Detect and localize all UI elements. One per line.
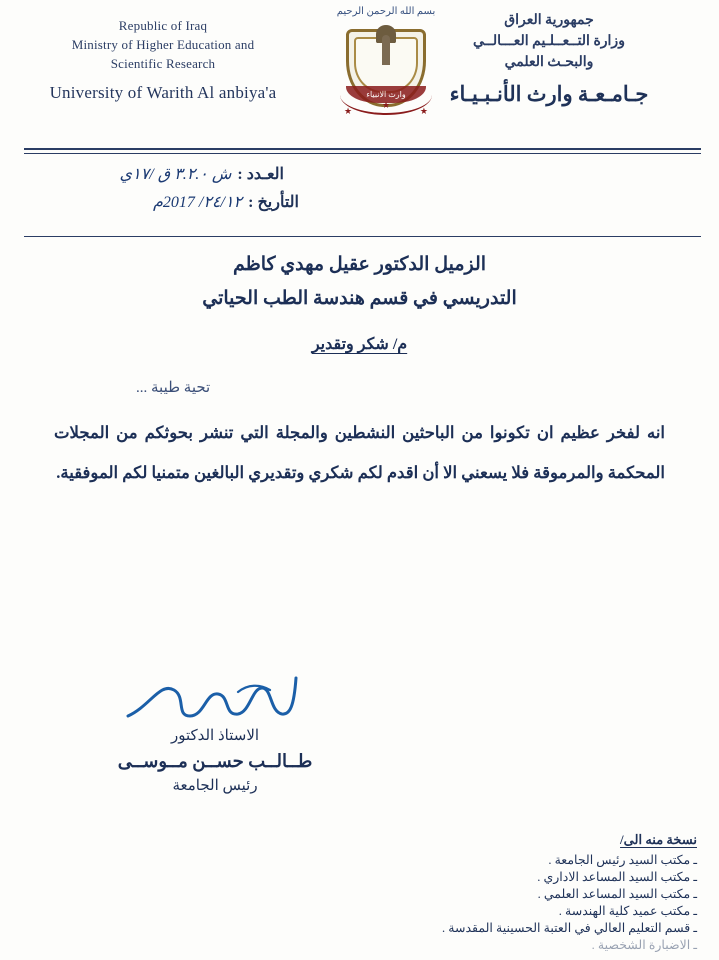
letter-body xyxy=(40,248,679,493)
signer-name: طــالــب حســن مــوســى xyxy=(117,751,313,771)
ministry-ar-line-2: وزارة التــعــلـيم العـــالــي xyxy=(473,34,625,49)
emblem-star-icon: ★ xyxy=(382,100,391,110)
header-divider-top xyxy=(24,148,701,150)
cc-title: نسخة منه الى/ xyxy=(620,832,697,847)
ministry-line-1: Republic of Iraq xyxy=(118,18,208,33)
ministry-ar-line-3: والبحـث العلمي xyxy=(504,55,594,70)
signer-title: الاستاذ الدكتور xyxy=(170,728,260,744)
university-name-arabic: جـامـعـة وارث الأنـبـيـاء xyxy=(449,82,649,106)
emblem-star-icon: ★ xyxy=(419,106,428,116)
cc-item: ـ قسم التعليم العالي في العتبة الحسينية المقدسة . xyxy=(377,920,697,937)
letter-greeting: تحية طيبة ... xyxy=(136,380,211,396)
letterhead-english xyxy=(28,16,298,103)
document-date-value: ٢٤/١٢/ 2017م xyxy=(152,194,243,211)
emblem-star-icon: ★ xyxy=(344,106,353,116)
document-number-value: ش ٣.٢.٠ ق /١٧ي xyxy=(119,166,232,183)
addressee-line-1: الزميل الدكتور عقيل مهدي كاظم xyxy=(232,254,487,275)
letterhead xyxy=(0,0,719,140)
emblem-band-text: وارث الانبياء xyxy=(366,90,406,99)
cc-item: ـ مكتب السيد المساعد الاداري . xyxy=(377,869,697,886)
letter-paragraph: انه لفخر عظيم ان تكونوا من الباحثين النشطين والمجلة التي تنشر بحوثكم من المجلات المحكمة والمرموقة فلا يسعني الا أن اقدم لكم شكري وتقديري البالغين متمنيا لكم الموفقية. xyxy=(54,423,665,482)
basmala-text: بسم الله الرحمن الرحيم xyxy=(336,6,436,17)
ministry-ar-line-1: جمهورية العراق xyxy=(504,13,594,28)
letter-subject: م/ شكر وتقدير xyxy=(311,336,408,353)
document-date-label: التأريخ : xyxy=(248,194,299,211)
header-divider-bottom xyxy=(24,153,701,154)
cc-list xyxy=(377,852,697,954)
cc-item: ـ مكتب السيد المساعد العلمي . xyxy=(377,886,697,903)
document-meta xyxy=(0,160,719,230)
cc-block xyxy=(377,832,697,954)
handwritten-signature xyxy=(0,672,430,726)
document-number-row xyxy=(120,164,284,184)
ministry-line-2: Ministry of Higher Education and xyxy=(71,37,255,52)
document-number-label: العـدد : xyxy=(237,166,284,183)
letterhead-arabic xyxy=(399,10,699,107)
emblem-minaret xyxy=(382,35,390,65)
cc-item: ـ مكتب عميد كلية الهندسة . xyxy=(377,903,697,920)
signature-block xyxy=(0,672,430,795)
signer-role: رئيس الجامعة xyxy=(172,778,258,794)
addressee-line-2: التدريسي في قسم هندسة الطب الحياتي xyxy=(202,288,517,309)
cc-item: ـ الاضبارة الشخصية . xyxy=(377,937,697,954)
ministry-line-3: Scientific Research xyxy=(110,56,216,71)
university-name-english: University of Warith Al anbiya'a xyxy=(49,83,277,102)
meta-divider xyxy=(24,236,701,237)
document-date-row xyxy=(153,192,299,212)
cc-item: ـ مكتب السيد رئيس الجامعة . xyxy=(377,852,697,869)
